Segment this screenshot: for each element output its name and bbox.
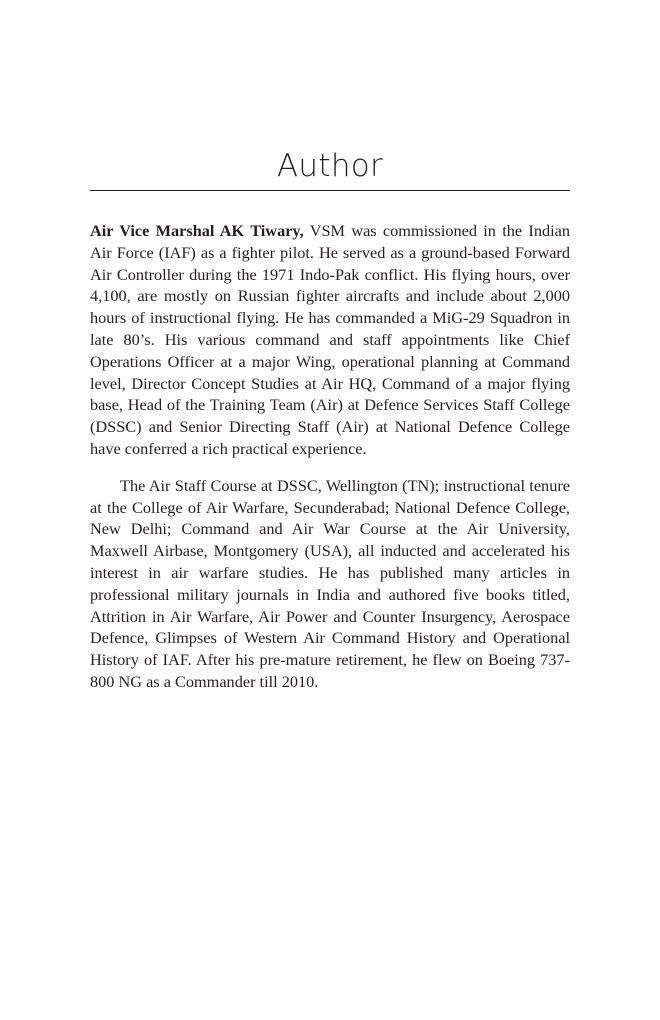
author-bio: [90, 220, 570, 693]
bio-paragraph-2: The Air Staff Course at DSSC, Wellington (TN); instructional tenure at the College of Air Warfare, Secunderabad; National Defence College, New Delhi; Command and Air War Course at the Air University, Maxwell Airbase, Montgomery (USA), all inducted and accelerated his interest in air warfare studies. He has published many articles in professional military journals in India and authored five books titled, Attrition in Air Warfare, Air Power and Counter Insurgency, Aerospace Defence, Glimpses of Western Air Command History and Operational History of IAF. After his pre-mature retirement, he flew on Boeing 737-800 NG as a Commander till 2010.: [90, 475, 570, 691]
heading-rule: [90, 190, 570, 191]
bio-paragraph-1: [90, 220, 570, 460]
section-heading: Author: [276, 148, 384, 184]
bio-paragraph-1-text: VSM was commissioned in the Indian Air Force (IAF) as a fighter pilot. He served as a ground-based Forward Air Controller during the 1971 Indo-Pak conflict. His flying hours, over 4,100, are mostly on Russian fighter aircrafts and include about 2,000 hours of instructional flying. He has commanded a MiG-29 Squadron in late 80’s. His various command and staff appointments like Chief Operations Officer at a major Wing, operational planning at Command level, Director Concept Studies at Air HQ, Command of a major flying base, Head of the Training Team (Air) at Defence Services Staff College (DSSC) and Senior Directing Staff (Air) at National Defence College have conferred a rich practical experience.: [90, 221, 571, 458]
author-name: Air Vice Marshal AK Tiwary,: [90, 221, 304, 240]
